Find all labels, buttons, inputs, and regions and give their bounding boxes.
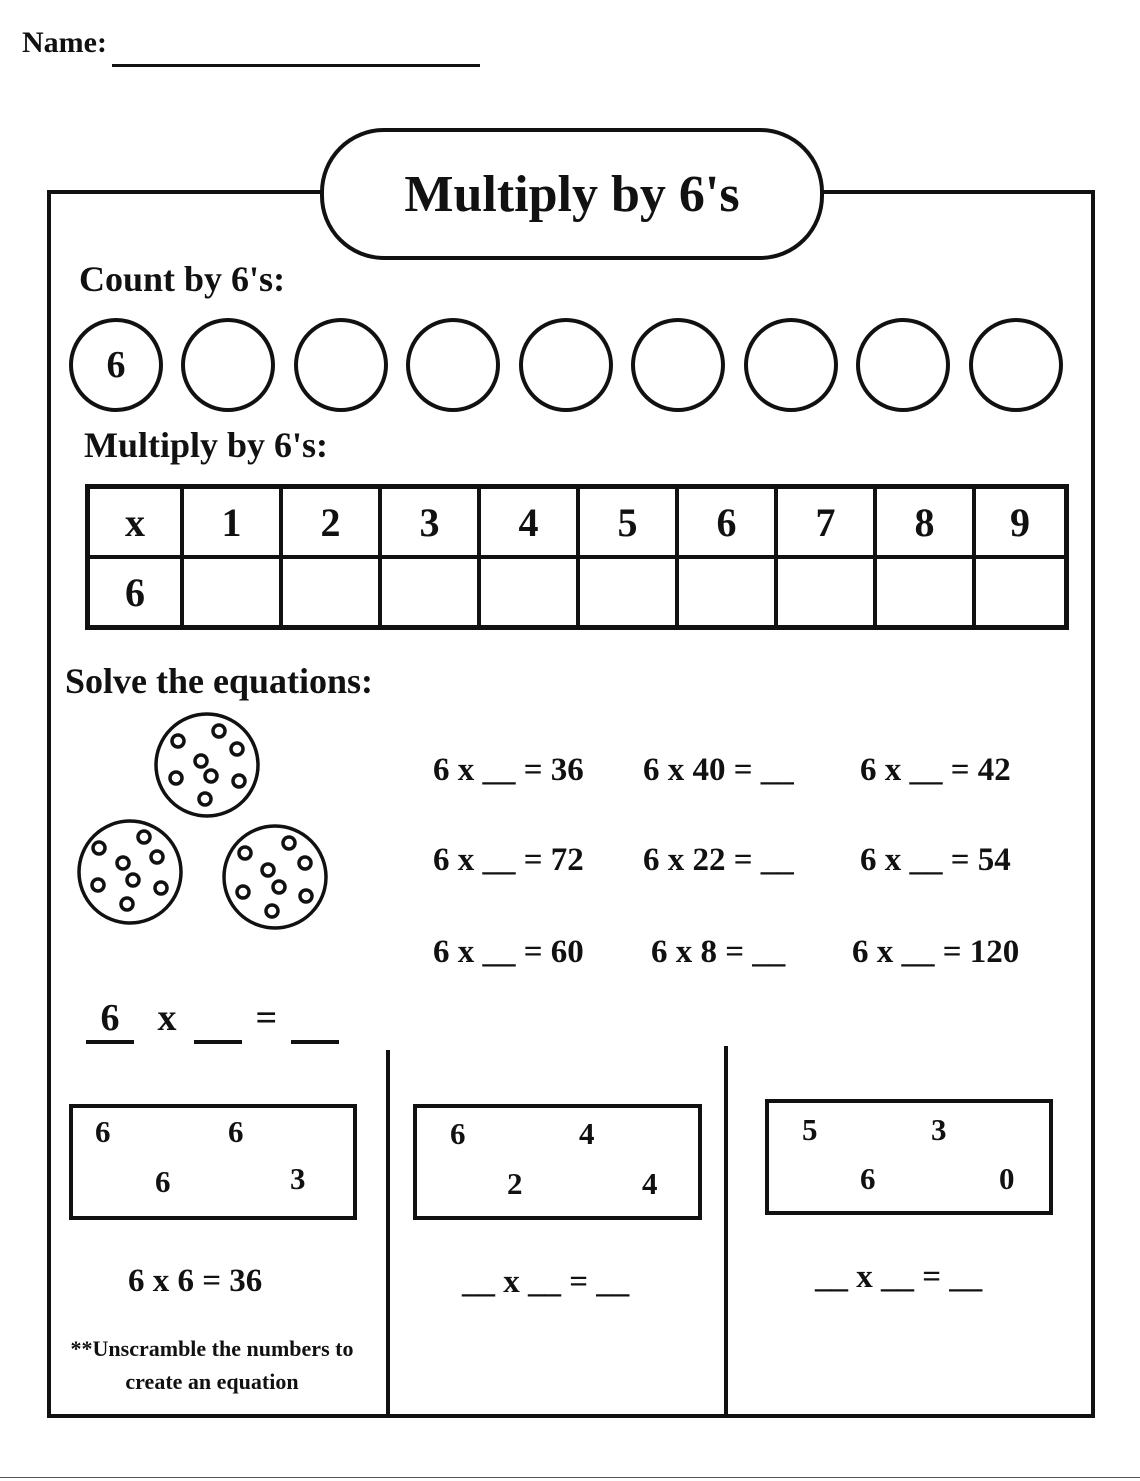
table-column-header: 1 bbox=[182, 487, 281, 558]
equation-item: 6 x 8 = __ bbox=[651, 934, 786, 970]
unscramble-box-1 bbox=[69, 1104, 357, 1220]
unscramble-answer-3[interactable]: __ x __ = __ bbox=[815, 1259, 983, 1295]
cookie-icon bbox=[79, 821, 181, 923]
section-divider bbox=[724, 1046, 728, 1414]
scrambled-number: 3 bbox=[931, 1112, 947, 1147]
equation-item: 6 x 40 = __ bbox=[643, 752, 794, 788]
table-row-label: 6 bbox=[88, 557, 183, 628]
scrambled-number: 6 bbox=[155, 1164, 171, 1199]
table-answer-cell[interactable] bbox=[281, 557, 380, 628]
equation-item: 6 x __ = 42 bbox=[860, 752, 1011, 788]
table-answer-cell[interactable] bbox=[974, 557, 1067, 628]
count-circle-2[interactable] bbox=[181, 318, 275, 412]
table-column-header: 2 bbox=[281, 487, 380, 558]
scrambled-number: 6 bbox=[450, 1116, 466, 1151]
diagram-equals-sign: = bbox=[255, 997, 278, 1039]
table-answer-cell[interactable] bbox=[677, 557, 776, 628]
count-circle-1[interactable]: 6 bbox=[69, 318, 163, 412]
section-divider bbox=[386, 1050, 390, 1416]
count-circle-6[interactable] bbox=[631, 318, 725, 412]
scrambled-number: 2 bbox=[507, 1166, 523, 1201]
count-circle-4[interactable] bbox=[406, 318, 500, 412]
diagram-times-sign: x bbox=[157, 997, 177, 1039]
table-section-label: Multiply by 6's: bbox=[84, 425, 329, 465]
page-edge bbox=[0, 1477, 1140, 1478]
page-title-text: Multiply by 6's bbox=[404, 165, 740, 223]
table-column-header: 7 bbox=[776, 487, 875, 558]
count-circle-5[interactable] bbox=[519, 318, 613, 412]
name-label: Name: bbox=[22, 26, 107, 59]
equations-section-label: Solve the equations: bbox=[65, 661, 374, 701]
scrambled-number: 3 bbox=[290, 1161, 306, 1196]
table-corner-cell: x bbox=[88, 487, 183, 558]
diagram-answer-blank-1[interactable] bbox=[194, 996, 242, 1044]
cookie-icon bbox=[224, 826, 326, 928]
diagram-answer-blank-2[interactable] bbox=[291, 996, 339, 1044]
diagram-factor: 6 bbox=[86, 996, 134, 1044]
count-section-label: Count by 6's: bbox=[79, 259, 286, 299]
equation-item: 6 x __ = 72 bbox=[433, 842, 584, 878]
table-column-header: 8 bbox=[875, 487, 974, 558]
equation-item: 6 x __ = 54 bbox=[860, 842, 1011, 878]
table-answer-cell[interactable] bbox=[578, 557, 677, 628]
equation-item: 6 x __ = 60 bbox=[433, 934, 584, 970]
unscramble-answer-1: 6 x 6 = 36 bbox=[128, 1263, 263, 1299]
name-field[interactable] bbox=[112, 64, 480, 67]
table-answer-cell[interactable] bbox=[479, 557, 578, 628]
cookie-icon bbox=[156, 714, 258, 816]
count-circle-7[interactable] bbox=[744, 318, 838, 412]
scrambled-number: 4 bbox=[579, 1116, 595, 1151]
cookie-groups-illustration bbox=[70, 705, 340, 935]
table-column-header: 6 bbox=[677, 487, 776, 558]
scrambled-number: 6 bbox=[95, 1114, 111, 1149]
table-column-header: 4 bbox=[479, 487, 578, 558]
table-answer-cell[interactable] bbox=[776, 557, 875, 628]
count-circle-9[interactable] bbox=[969, 318, 1063, 412]
unscramble-instructions: **Unscramble the numbers to create an equation bbox=[70, 1336, 354, 1394]
scrambled-number: 4 bbox=[642, 1166, 658, 1201]
table-column-header: 5 bbox=[578, 487, 677, 558]
equation-item: 6 x __ = 36 bbox=[433, 752, 584, 788]
scrambled-number: 0 bbox=[999, 1161, 1015, 1196]
table-answer-cell[interactable] bbox=[875, 557, 974, 628]
count-circle-8[interactable] bbox=[856, 318, 950, 412]
unscramble-answer-2[interactable]: __ x __ = __ bbox=[462, 1264, 630, 1300]
diagram-equation bbox=[86, 996, 339, 1044]
scrambled-number: 6 bbox=[228, 1114, 244, 1149]
table-answer-cell[interactable] bbox=[182, 557, 281, 628]
table-answer-cell[interactable] bbox=[380, 557, 479, 628]
count-circle-3[interactable] bbox=[294, 318, 388, 412]
table-header-row bbox=[88, 487, 1067, 558]
table-answer-row bbox=[88, 557, 1067, 628]
multiplication-table bbox=[85, 484, 1069, 630]
table-column-header: 3 bbox=[380, 487, 479, 558]
scrambled-number: 5 bbox=[802, 1112, 818, 1147]
page-title bbox=[320, 128, 824, 260]
equation-item: 6 x 22 = __ bbox=[643, 842, 794, 878]
table-column-header: 9 bbox=[974, 487, 1067, 558]
scrambled-number: 6 bbox=[860, 1161, 876, 1196]
equation-item: 6 x __ = 120 bbox=[852, 934, 1020, 970]
